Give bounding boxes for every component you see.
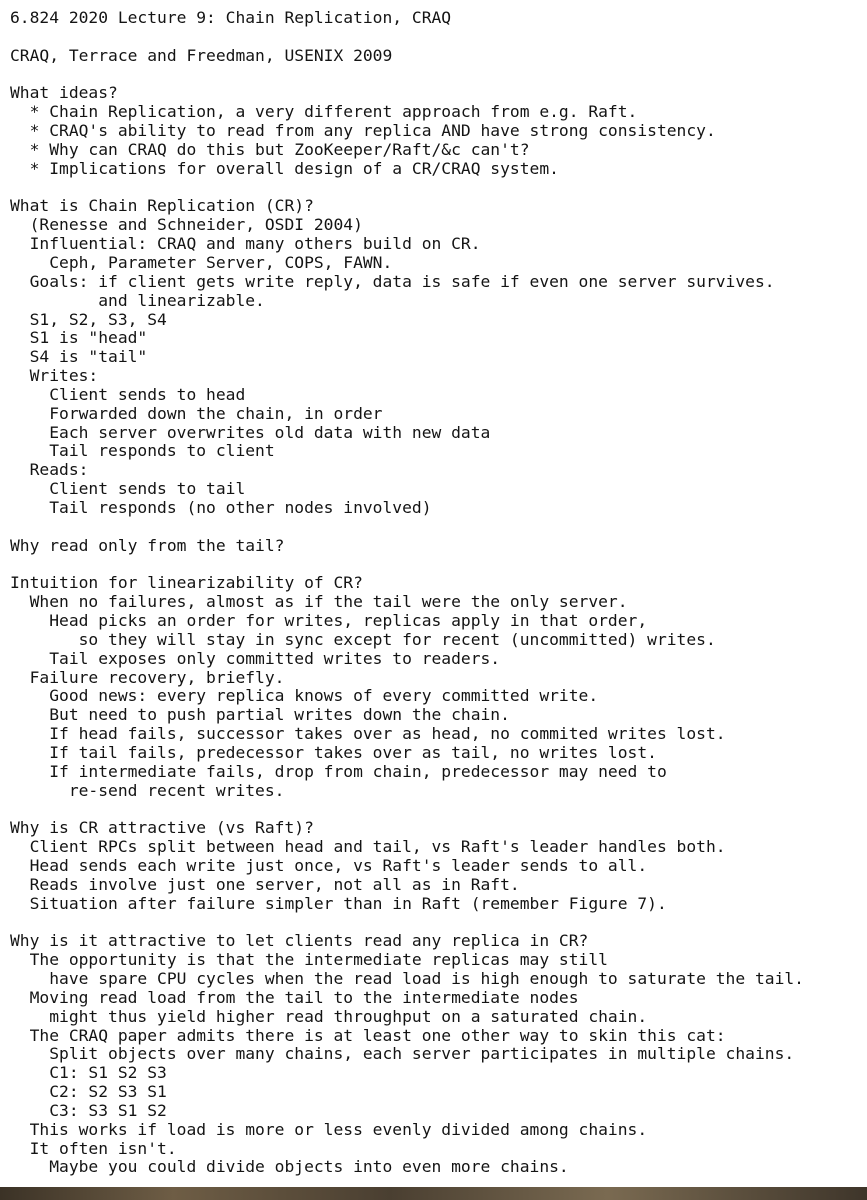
text-line: Why is it attractive to let clients read any replica in CR? [10,931,589,951]
text-line: C2: S2 S3 S1 [10,1082,167,1102]
text-line: If intermediate fails, drop from chain, predecessor may need to [10,761,667,781]
text-line: If head fails, successor takes over as head, no commited writes lost. [10,724,726,744]
text-line: * Chain Replication, a very different approach from e.g. Raft. [10,102,638,122]
text-line: C1: S1 S2 S3 [10,1063,167,1083]
text-line [10,555,867,574]
text-line: 6.824 2020 Lecture 9: Chain Replication, CRAQ [10,8,452,27]
text-line [10,914,867,933]
text-line: S4 is "tail" [10,347,148,367]
text-line: The CRAQ paper admits there is at least one other way to skin this cat: [10,1025,726,1045]
text-line: But need to push partial writes down the chain. [10,705,510,725]
text-line: Head picks an order for writes, replicas apply in that order, [10,611,648,630]
desk-background-edge [0,1187,867,1200]
text-line: Maybe you could divide objects into even more chains. [10,1157,569,1177]
text-line: C3: S3 S1 S2 [10,1100,167,1120]
text-line: CRAQ, Terrace and Freedman, USENIX 2009 [10,45,393,65]
text-line: Forwarded down the chain, in order [10,403,383,423]
lecture-notes-text [10,9,867,1177]
text-line: Moving read load from the tail to the intermediate nodes [10,987,579,1007]
text-line: S1, S2, S3, S4 [10,309,167,329]
text-line [10,66,867,85]
text-line: (Renesse and Schneider, OSDI 2004) [10,215,363,235]
text-line: Client sends to head [10,384,246,404]
text-line: Head sends each write just once, vs Raft's leader sends to all. [10,855,648,875]
text-line: Client sends to tail [10,479,246,499]
text-line: Failure recovery, briefly. [10,667,285,687]
text-line: Ceph, Parameter Server, COPS, FAWN. [10,252,393,272]
text-line: * Why can CRAQ do this but ZooKeeper/Raft/&c can't? [10,139,530,159]
text-line: What is Chain Replication (CR)? [10,196,314,216]
text-line: so they will stay in sync except for recent (uncommitted) writes. [10,629,716,649]
text-line: * CRAQ's ability to read from any replica AND have strong consistency. [10,121,716,141]
text-line: have spare CPU cycles when the read load is high enough to saturate the tail. [10,969,804,989]
text-line: Each server overwrites old data with new data [10,422,491,442]
text-line: Influential: CRAQ and many others build on CR. [10,234,481,254]
text-line: Intuition for linearizability of CR? [10,573,363,593]
text-line: It often isn't. [10,1138,177,1158]
text-line: Good news: every replica knows of every committed write. [10,686,599,706]
text-line: Writes: [10,366,99,386]
text-line: Why read only from the tail? [10,535,285,555]
text-line: What ideas? [10,83,118,103]
text-line: Why is CR attractive (vs Raft)? [10,818,314,838]
text-line: S1 is "head" [10,328,148,348]
text-line: and linearizable. [10,290,265,310]
text-line: Client RPCs split between head and tail, vs Raft's leader handles both. [10,837,726,857]
text-line: Reads: [10,460,89,480]
text-line: Reads involve just one server, not all as in Raft. [10,874,520,894]
text-line: If tail fails, predecessor takes over as tail, no writes lost. [10,742,657,762]
text-line: This works if load is more or less evenly divided among chains. [10,1119,648,1139]
text-line: Situation after failure simpler than in Raft (remember Figure 7). [10,893,667,913]
text-line [10,518,867,537]
text-line: * Implications for overall design of a CR/CRAQ system. [10,158,559,178]
text-line: When no failures, almost as if the tail were the only server. [10,592,628,612]
text-line: Tail responds to client [10,441,275,461]
text-line: The opportunity is that the intermediate replicas may still [10,950,608,970]
text-line: re-send recent writes. [10,780,285,800]
text-line [10,179,867,198]
text-line: Tail responds (no other nodes involved) [10,497,432,517]
text-line: Tail exposes only committed writes to readers. [10,648,501,668]
text-line: Split objects over many chains, each server participates in multiple chains. [10,1044,795,1064]
text-line [10,800,867,819]
text-line: Goals: if client gets write reply, data is safe if even one server survives. [10,271,775,291]
text-line: might thus yield higher read throughput on a saturated chain. [10,1006,648,1026]
text-line [10,28,867,47]
